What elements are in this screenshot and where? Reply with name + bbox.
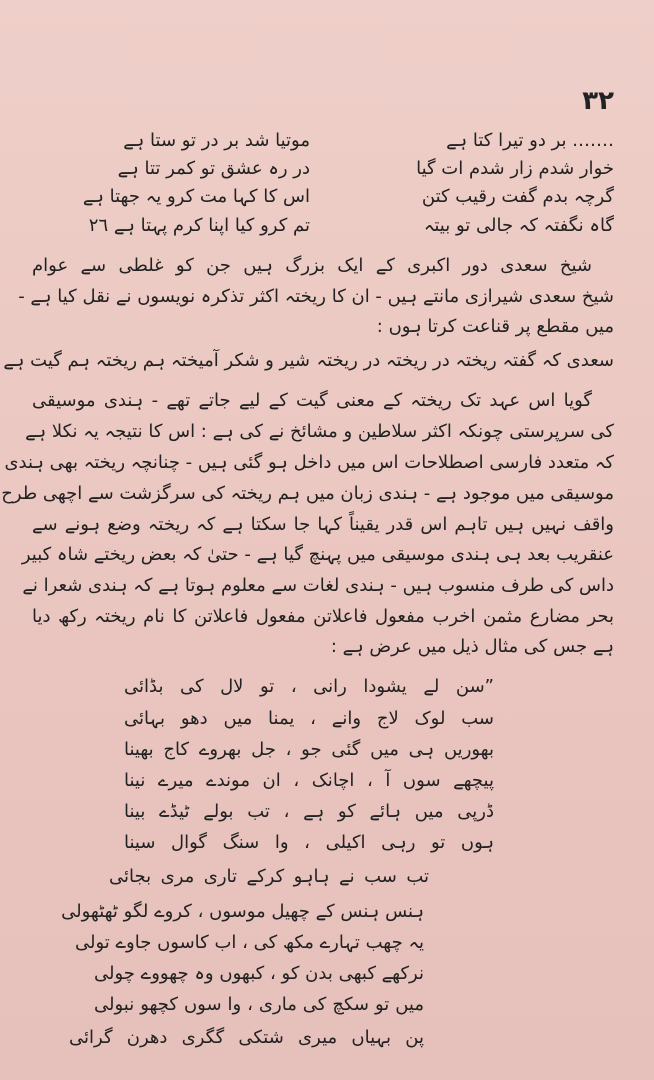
- text-line: موسیقی میں موجود ہے - ہندی زبان میں ہم ریختہ کی سرگزشت سے اچھی طرح: [1, 483, 614, 504]
- text-line: میں مقطع پر قناعت کرتا ہوں :: [376, 316, 614, 337]
- text-line: داس کی طرف منسوب ہیں - ہندی لغات سے معلوم ہوتا ہے کہ ہندی شعرا نے: [22, 575, 614, 596]
- poem-line: سب لوک لاج وانے ، یمنا میں دھو بہائی: [124, 708, 494, 729]
- poem-line: میں تو سکچ کی ماری ، وا سوں کچھو نبولی: [94, 994, 424, 1015]
- text-line: واقف نہیں ہیں تاہم اس قدر یقیناً کہا جا سکتا ہے کہ ریختہ وضع ہونے سے: [32, 514, 614, 535]
- couplet-left: تم کرو کیا اپنا کرم پہتا ہے ٢٦: [88, 215, 310, 236]
- couplet-right: سعدی کہ گفتہ ریختہ در ریختہ در ریختہ: [316, 350, 614, 371]
- poem-line: یہ چھب تہارے مکھ کی ، اب کاسوں جاوے تولی: [74, 932, 424, 953]
- couplet-left: موتیا شد بر در تو ستا ہے: [123, 130, 310, 151]
- text-line: ہے جس کی مثال ذیل میں عرض ہے :: [330, 636, 614, 657]
- poem-line: ہنس ہنس کے چھیل موسوں ، کروے لگو ٹھٹھولی: [61, 901, 424, 922]
- poem-line: ہوں تو رہی اکیلی ، وا سنگ گوال سینا: [124, 832, 494, 853]
- page-number: ۳۲: [582, 86, 614, 116]
- text-line: عنقریب بعد ہی ہندی موسیقی میں پہنچ گیا ہے - حتیٰ کہ بعض ریختے شاہ کبیر: [21, 544, 614, 565]
- text-line: شیخ سعدی دور اکبری کے ایک بزرگ ہیں جن کو غلطی سے عوام: [32, 255, 592, 276]
- text-line: گویا اس عہد تک ریختہ کے معنی گیت کے لیے جاتے تھے - ہندی موسیقی: [32, 390, 592, 411]
- text-line: بحر مضارع مثمن اخرب مفعول فاعلاتن مفعول فاعلاتن کا نام ریختہ رکھ دیا: [32, 606, 614, 627]
- couplet-right: ……. بر دو تیرا کتا ہے: [446, 130, 614, 151]
- couplet-right: گرچہ بدم گفت رقیب کتن: [421, 186, 614, 207]
- text-line: شیخ سعدی شیرازی مانتے ہیں - ان کا ریختہ اکثر تذکرہ نویسوں نے نقل کیا ہے -: [18, 286, 614, 307]
- text-line: کہ متعدد فارسی اصطلاحات اس میں داخل ہو گئی ہیں - چنانچہ ریختہ بھی ہندی: [4, 452, 614, 473]
- text-line: کی سرپرستی چونکہ اکثر سلاطین و مشائخ نے کی ہے : اس کا نتیجہ یہ نکلا ہے: [25, 421, 614, 442]
- couplet-right: خوار شدم زار شدم ات گیا: [416, 158, 614, 179]
- poem-line: ڈرپی میں ہائے کو ہے ، تب بولے ٹیڈے بینا: [124, 801, 494, 822]
- couplet-left: اس کا کہا مت کرو یہ جھتا ہے: [82, 186, 310, 207]
- poem-line: تب سب نے ہاہو کرکے تاری مری بجائی: [109, 866, 429, 887]
- couplet-left: شیر و شکر آمیختہ ہم ریختہ ہم گیت ہے: [3, 350, 310, 371]
- poem-line: نرکھے کبھی بدن کو ، کبھوں وہ چھووے چولی: [94, 963, 424, 984]
- couplet-left: در رہ عشق تو کمر تتا ہے: [117, 158, 310, 179]
- poem-line: بھوریں ہی میں گئی جو ، جل بھروے کاج بھینا: [124, 739, 494, 760]
- poem-line: ”سن لے یشودا رانی ، تو لال کی بڈائی: [124, 676, 494, 697]
- couplet-right: گاہ نگفتہ کہ جالی تو بیتہ: [423, 215, 614, 236]
- poem-line: پن بہیاں میری شتکی گگری دھرن گرائی: [69, 1027, 424, 1048]
- poem-line: پیچھے سوں آ ، اچانک ، ان موندے میرے نینا: [124, 770, 494, 791]
